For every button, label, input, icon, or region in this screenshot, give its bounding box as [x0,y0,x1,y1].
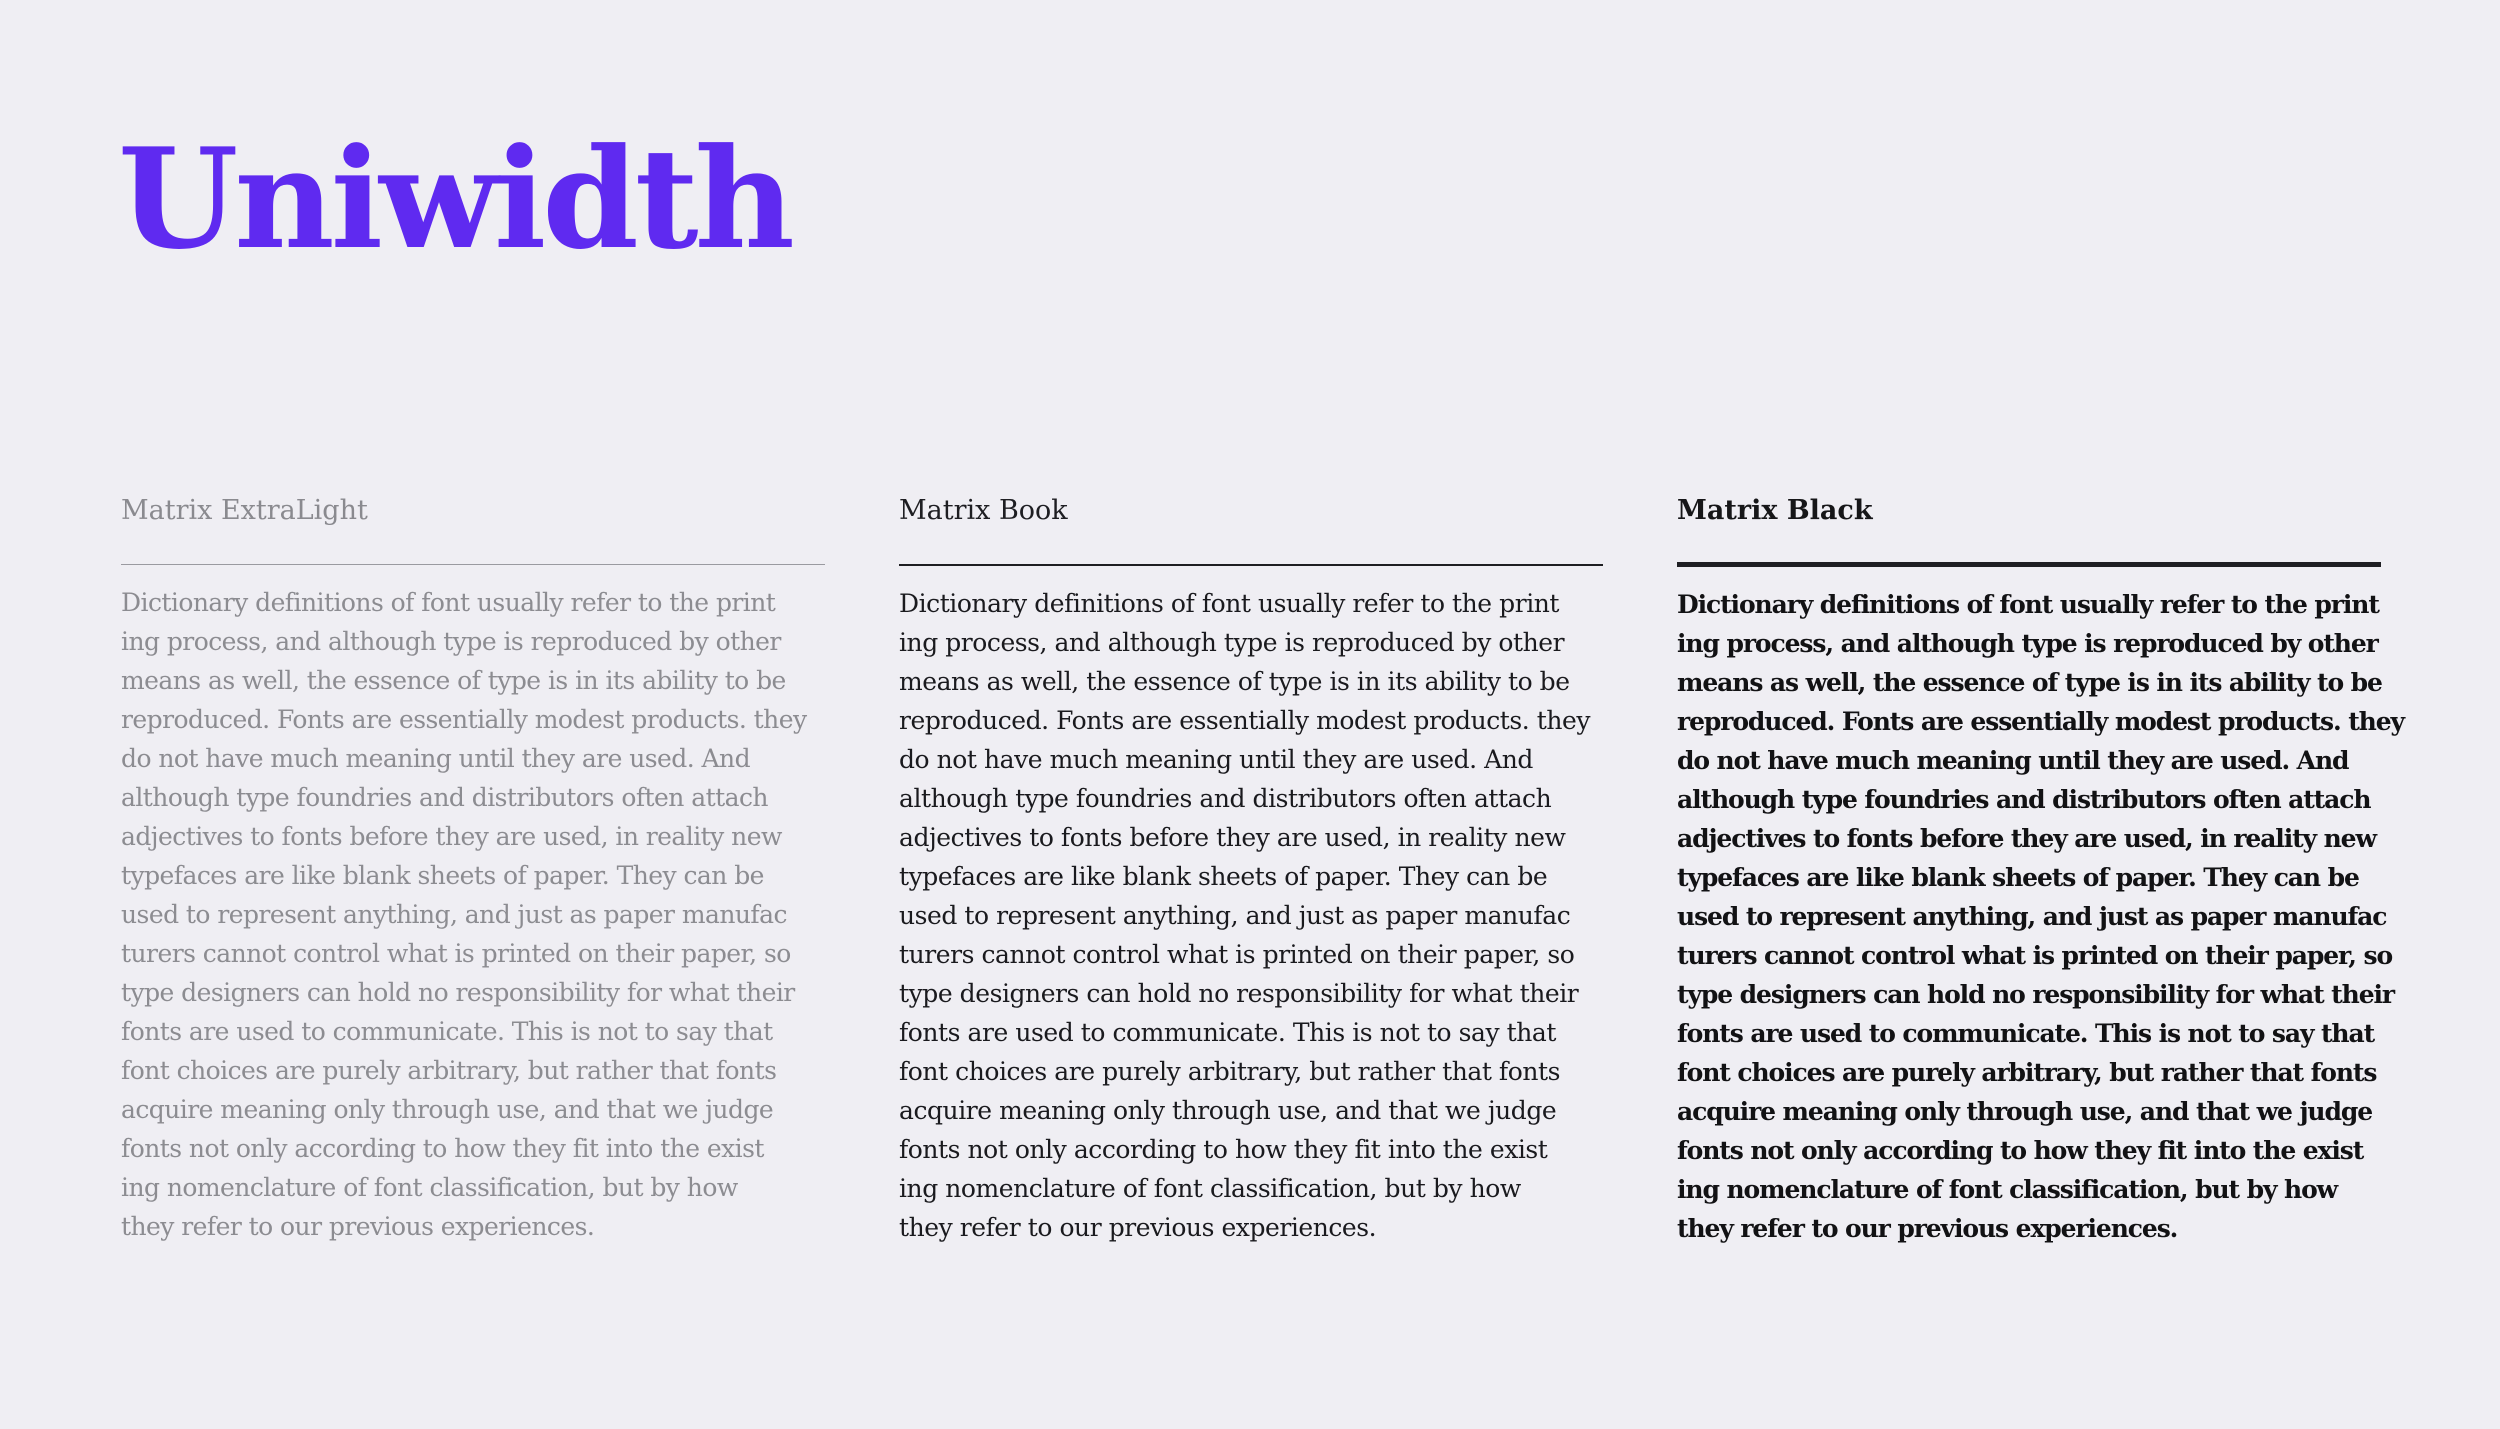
specimen-line: used to represent anything, and just as paper manufac [121,900,787,929]
specimen-line: fonts not only according to how they fit into the exist [899,1135,1548,1164]
specimen-line: typefaces are like blank sheets of paper. They can be [1677,863,2359,892]
specimen-line: acquire meaning only through use, and that we judge [1677,1097,2373,1126]
specimen-line: fonts are used to communicate. This is not to say that [899,1018,1556,1047]
divider-rule [899,564,1603,566]
specimen-line: Dictionary definitions of font usually refer to the print [121,588,776,617]
specimen-column-extralight [121,494,825,1246]
specimen-line: ing nomenclature of font classification, but by how [121,1173,738,1202]
specimen-line: acquire meaning only through use, and that we judge [121,1095,774,1124]
specimen-line: although type foundries and distributors often attach [1677,785,2371,814]
specimen-line: Dictionary definitions of font usually refer to the print [1677,590,2379,619]
specimen-line: turers cannot control what is printed on their paper, so [1677,941,2393,970]
specimen-line: do not have much meaning until they are used. And [121,744,751,773]
specimen-line: reproduced. Fonts are essentially modest products. they [1677,707,2404,736]
specimen-line: although type foundries and distributors often attach [899,784,1552,813]
specimen-line: fonts not only according to how they fit into the exist [121,1134,764,1163]
divider-rule [121,564,825,565]
specimen-line: ing process, and although type is reproduced by other [1677,629,2378,658]
specimen-line: adjectives to fonts before they are used, in reality new [121,822,782,851]
specimen-line: ing nomenclature of font classification, but by how [1677,1175,2338,1204]
specimen-line: typefaces are like blank sheets of paper. They can be [899,862,1548,891]
specimen-line: fonts are used to communicate. This is not to say that [121,1017,773,1046]
specimen-line: used to represent anything, and just as paper manufac [1677,902,2387,931]
specimen-line: turers cannot control what is printed on their paper, so [121,939,791,968]
specimen-line: fonts not only according to how they fit into the exist [1677,1136,2364,1165]
specimen-line: adjectives to fonts before they are used, in reality new [1677,824,2376,853]
specimen-line: type designers can hold no responsibility for what their [1677,980,2394,1009]
specimen-line: typefaces are like blank sheets of paper. They can be [121,861,764,890]
specimen-line: turers cannot control what is printed on their paper, so [899,940,1575,969]
specimen-line: means as well, the essence of type is in its ability to be [121,666,786,695]
specimen-line: fonts are used to communicate. This is not to say that [1677,1019,2375,1048]
specimen-line: used to represent anything, and just as paper manufac [899,901,1571,930]
specimen-column-book [899,494,1603,1247]
specimen-line: although type foundries and distributors often attach [121,783,768,812]
specimen-line: means as well, the essence of type is in its ability to be [899,667,1570,696]
specimen-line: font choices are purely arbitrary, but rather that fonts [121,1056,777,1085]
divider-rule [1677,562,2381,567]
specimen-line: type designers can hold no responsibility for what their [121,978,795,1007]
specimen-line: ing process, and although type is reproduced by other [899,628,1565,657]
column-label: Matrix Book [899,495,1068,526]
specimen-line: do not have much meaning until they are used. And [1677,746,2349,775]
specimen-paragraph [1677,585,2404,1248]
specimen-line: they refer to our previous experiences. [1677,1214,2178,1243]
column-label: Matrix ExtraLight [121,495,368,526]
specimen-paragraph [899,584,1603,1247]
specimen-line: means as well, the essence of type is in its ability to be [1677,668,2382,697]
specimen-line: type designers can hold no responsibility for what their [899,979,1579,1008]
specimen-line: reproduced. Fonts are essentially modest products. they [899,706,1591,735]
specimen-line: Dictionary definitions of font usually refer to the print [899,589,1559,618]
page-title: Uniwidth [118,117,791,280]
specimen-line: acquire meaning only through use, and that we judge [899,1096,1557,1125]
specimen-line: adjectives to fonts before they are used, in reality new [899,823,1566,852]
specimen-line: ing nomenclature of font classification, but by how [899,1174,1521,1203]
specimen-line: they refer to our previous experiences. [121,1212,595,1241]
column-label: Matrix Black [1677,495,1873,526]
specimen-line: font choices are purely arbitrary, but rather that fonts [899,1057,1560,1086]
specimen-line: ing process, and although type is reproduced by other [121,627,781,656]
specimen-line: reproduced. Fonts are essentially modest products. they [121,705,807,734]
specimen-line: do not have much meaning until they are used. And [899,745,1533,774]
specimen-line: they refer to our previous experiences. [899,1213,1377,1242]
specimen-paragraph [121,583,825,1246]
specimen-column-black [1677,494,2404,1248]
specimen-line: font choices are purely arbitrary, but rather that fonts [1677,1058,2377,1087]
